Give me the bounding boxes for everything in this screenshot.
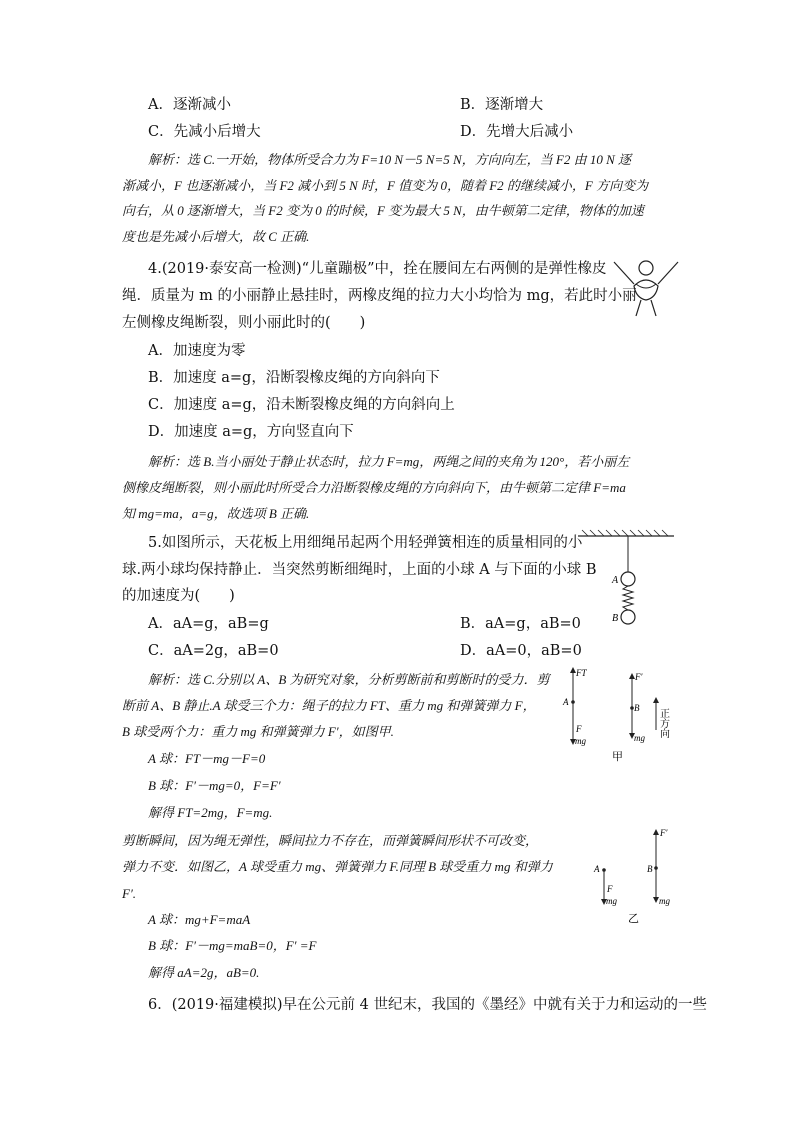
jia-a-label: A xyxy=(563,697,569,707)
q5-analysis-line-1: 解析：选 C.分别以 A、B 为研究对象，分析剪断前和剪断时的受力．剪 xyxy=(148,672,550,687)
jia-ft-label: FT xyxy=(576,668,587,678)
q3-option-d: D．先增大后减小 xyxy=(460,124,574,140)
yi-fprime-label: F′ xyxy=(660,828,668,838)
yi-a-label: A xyxy=(594,864,600,874)
yi-mg-a-label: mg xyxy=(606,896,617,906)
q4-option-d: D．加速度 a=g，方向竖直向下 xyxy=(148,424,354,440)
q4-stem-line-3: 左侧橡皮绳断裂，则小丽此时的( ) xyxy=(122,315,366,331)
q5-analysis-line-2: 断前 A、B 静止.A 球受三个力：绳子的拉力 FT、重力 mg 和弹簧弹力 F， xyxy=(122,698,536,713)
q5-analysis-line-8: 弹力不变．如图乙，A 球受重力 mg、弹簧弹力 F.同理 B 球受重力 mg 和弹力 xyxy=(122,859,553,874)
jia-mg-a-label: mg xyxy=(575,736,586,746)
bungee-child-figure xyxy=(612,258,682,318)
q5-option-a: A．aA=g，aB=g xyxy=(148,616,269,632)
q3-option-a: A．逐渐减小 xyxy=(148,97,231,113)
q5-analysis-line-12: 解得 aA=2g，aB=0. xyxy=(148,965,260,980)
q4-option-c: C．加速度 a=g，沿未断裂橡皮绳的方向斜向上 xyxy=(148,397,455,413)
fig-label-a: A xyxy=(612,575,619,586)
q3-analysis-line-4: 度也是先减小后增大，故 C 正确. xyxy=(122,229,310,244)
q4-option-a: A．加速度为零 xyxy=(148,343,246,359)
q5-analysis-line-9: F′. xyxy=(122,886,137,901)
q5-analysis-line-11: B 球：F′－mg=maB=0，F′ =F xyxy=(148,938,317,953)
q4-analysis-line-3: 知 mg=ma，a=g，故选项 B 正确. xyxy=(122,506,310,521)
jia-f-label: F xyxy=(576,724,582,734)
yi-f-label: F xyxy=(607,884,613,894)
q5-analysis-line-4: A 球：FT－mg－F=0 xyxy=(148,751,266,766)
q4-analysis-line-1: 解析：选 B.当小丽处于静止状态时，拉力 F=mg，两绳之间的夹角为 120°，若小丽左 xyxy=(148,454,630,469)
q5-option-b: B．aA=g，aB=0 xyxy=(460,616,581,632)
q3-analysis-line-2: 渐减小，F 也逐渐减小，当 F2 减小到 5 N 时，F 值变为 0，随着 F2 的继续减小，F 方向变为 xyxy=(122,178,649,193)
force-diagram-jia xyxy=(560,664,690,764)
q3-option-b: B．逐渐增大 xyxy=(460,97,544,113)
yi-b-label: B xyxy=(647,864,653,874)
fig-label-b: B xyxy=(612,613,619,624)
force-diagram-yi xyxy=(590,826,690,926)
yi-mg-b-label: mg xyxy=(659,896,670,906)
q5-stem-line-2: 球.两小球均保持静止．当突然剪断细绳时，上面的小球 A 与下面的小球 B xyxy=(122,562,597,578)
q5-analysis-line-3: B 球受两个力：重力 mg 和弹簧弹力 F′，如图甲. xyxy=(122,724,394,739)
jia-mg-b-label: mg xyxy=(634,733,645,743)
q4-stem-line-1: 4.(2019·泰安高一检测)“儿童蹦极”中，拴在腰间左右两侧的是弹性橡皮 xyxy=(148,261,607,277)
yi-caption: 乙 xyxy=(628,912,639,925)
q5-analysis-line-5: B 球：F′－mg=0，F=F′ xyxy=(148,778,281,793)
q5-stem-line-1: 5.如图所示，天花板上用细绳吊起两个用轻弹簧相连的质量相同的小 xyxy=(148,535,583,551)
q5-analysis-line-7: 剪断瞬间，因为绳无弹性，瞬间拉力不存在，而弹簧瞬间形状不可改变， xyxy=(122,833,539,848)
q5-analysis-line-6: 解得 FT=2mg，F=mg. xyxy=(148,805,273,820)
q5-analysis-line-10: A 球：mg+F=maA xyxy=(148,912,251,927)
jia-caption: 甲 xyxy=(612,750,623,763)
jia-b-label: B xyxy=(634,703,640,713)
q4-analysis-line-2: 侧橡皮绳断裂，则小丽此时所受合力沿断裂橡皮绳的方向斜向下，由牛顿第二定律 F=ma xyxy=(122,480,626,495)
q4-stem-line-2: 绳．质量为 m 的小丽静止悬挂时，两橡皮绳的拉力大小均恰为 mg，若此时小丽 xyxy=(122,288,637,304)
q3-option-c: C．先减小后增大 xyxy=(148,124,261,140)
spring-ball-figure xyxy=(578,528,678,628)
q5-option-c: C．aA=2g，aB=0 xyxy=(148,643,279,659)
q6-stem-line-1: 6．(2019·福建模拟)早在公元前 4 世纪末，我国的《墨经》中就有关于力和运动的一些 xyxy=(148,997,707,1013)
q5-option-d: D．aA=0，aB=0 xyxy=(460,643,582,659)
jia-fprime-label: F′ xyxy=(635,672,643,682)
jia-direction-label: 正方向 xyxy=(657,708,669,738)
q4-option-b: B．加速度 a=g，沿断裂橡皮绳的方向斜向下 xyxy=(148,370,440,386)
q3-analysis-line-1: 解析：选 C.一开始，物体所受合力为 F=10 N－5 N=5 N，方向向左，当 F2 由 10 N 逐 xyxy=(148,152,632,167)
q5-stem-line-3: 的加速度为( ) xyxy=(122,588,235,604)
q3-analysis-line-3: 向右，从 0 逐渐增大，当 F2 变为 0 的时候，F 变为最大 5 N，由牛顿第二定律，物体的加速 xyxy=(122,203,644,218)
